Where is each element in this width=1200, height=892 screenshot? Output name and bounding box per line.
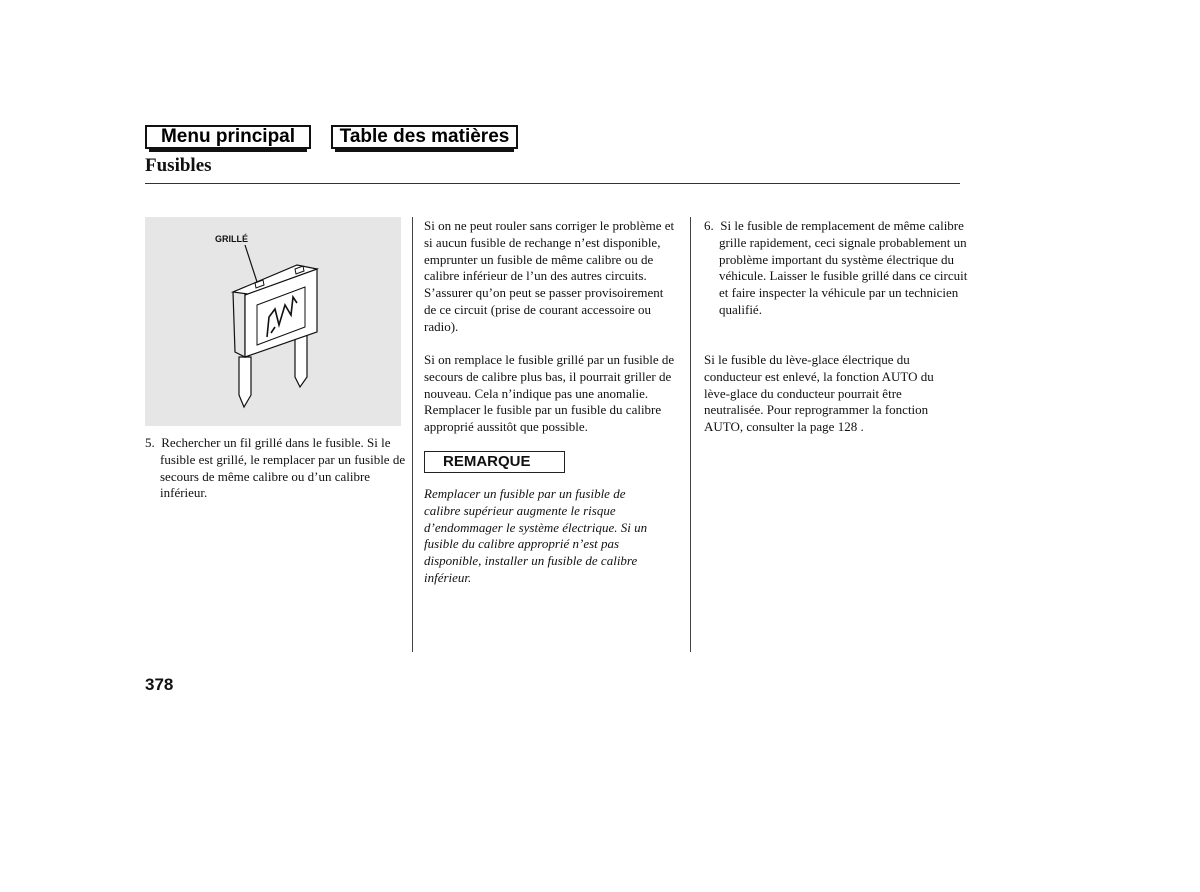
title-divider: [145, 183, 960, 184]
main-menu-button[interactable]: Menu principal: [145, 125, 311, 149]
step-6-text: 6. Si le fusible de remplacement de même calibre grille rapidement, ceci signale probablement un problème important du système électrique du véhicule. Laisser le fusible grillé dans ce circuit et faire inspecter la véhicule par un technicien qualifié.: [704, 218, 968, 317]
auto-window-paragraph: Si le fusible du lève-glace électrique du conducteur est enlevé, la fonction AUTO du lève-glace du conducteur pourrait être neutralisée. Pour reprogrammer la fonction AUTO, consulter la page 128 .: [704, 352, 934, 435]
page-number: 378: [145, 675, 174, 694]
body-paragraph-1: Si on ne peut rouler sans corriger le problème et si aucun fusible de rechange n’est disponible, emprunter un fusible de même calibre ou de calibre inférieur de l’un des autres circuits. S’assurer qu’on peut se passer provisoirement de ce circuit (prise de courant accessoire ou radio).: [424, 218, 675, 334]
column-divider-right: [690, 217, 691, 652]
body-paragraph-2: Si on remplace le fusible grillé par un fusible de secours de calibre plus bas, il pourrait griller de nouveau. Cela n’indique pas une anomalie. Remplacer le fusible par un fusible du calibre approprié aussitôt que possible.: [424, 352, 675, 435]
figure-label-blown: GRILLÉ: [215, 234, 248, 244]
page-title: Fusibles: [145, 155, 212, 176]
fuse-icon: [145, 217, 401, 426]
table-of-contents-button[interactable]: Table des matières: [331, 125, 518, 149]
notice-heading: REMARQUE: [424, 451, 565, 473]
column-divider-left: [412, 217, 413, 652]
step-5-text: 5. Rechercher un fil grillé dans le fusible. Si le fusible est grillé, le remplacer par un fusible de secours de même calibre ou d’un calibre inférieur.: [145, 435, 406, 501]
notice-text: Remplacer un fusible par un fusible de calibre supérieur augmente le risque d’endommager le système électrique. Si un fusible du calibre approprié n’est pas disponible, installer un fusible de calibre inférieur.: [424, 486, 648, 585]
blown-fuse-illustration: [145, 217, 401, 426]
